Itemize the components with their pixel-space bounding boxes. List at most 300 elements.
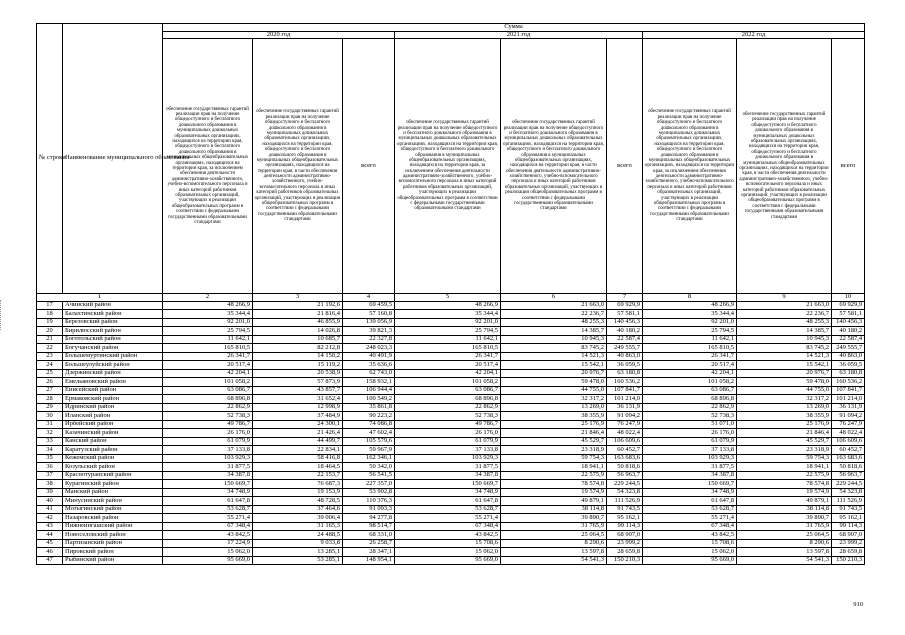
value-cell: 20 517,4	[643, 361, 737, 370]
row-number: 32	[37, 429, 63, 438]
table-row	[37, 463, 865, 472]
column-number: 8	[643, 294, 737, 302]
value-cell: 44 755,0	[737, 386, 832, 395]
value-cell: 34 748,9	[163, 488, 253, 497]
value-cell: 59 967,9	[343, 446, 395, 455]
value-cell: 229 244,5	[832, 480, 865, 489]
row-number: 25	[37, 369, 63, 378]
value-cell: 53 628,7	[395, 505, 501, 514]
row-number: 26	[37, 378, 63, 387]
value-cell: 61 647,8	[163, 497, 253, 506]
value-cell: 59 754,3	[501, 454, 607, 463]
value-cell: 95 669,0	[163, 556, 253, 565]
value-cell: 53 902,8	[343, 488, 395, 497]
value-cell: 23 318,9	[737, 446, 832, 455]
row-number: 29	[37, 403, 63, 412]
value-cell: 55 271,4	[163, 514, 253, 523]
district-name: Мотыгинский район	[63, 505, 163, 514]
value-cell: 111 526,9	[607, 497, 643, 506]
value-cell: 74 086,8	[343, 420, 395, 429]
value-cell: 13 597,8	[737, 548, 832, 557]
value-cell: 91 743,5	[607, 505, 643, 514]
district-name: Бирилюсский район	[63, 327, 163, 336]
row-number: 21	[37, 335, 63, 344]
value-cell: 15 062,0	[163, 548, 253, 557]
value-cell: 58 416,8	[253, 454, 343, 463]
district-name: Енисейский район	[63, 386, 163, 395]
value-cell: 94 277,8	[343, 514, 395, 523]
value-cell: 36 131,9	[607, 403, 643, 412]
value-cell: 20 976,7	[501, 369, 607, 378]
district-name: Рыбинский район	[63, 556, 163, 565]
value-cell: 21 816,4	[253, 310, 343, 319]
value-cell: 20 517,4	[163, 361, 253, 370]
value-cell: 52 738,3	[643, 412, 737, 421]
value-cell: 21 663,0	[737, 301, 832, 310]
value-cell: 91 743,5	[832, 505, 865, 514]
row-number: 42	[37, 514, 63, 523]
sum-header: Сумма	[163, 24, 865, 32]
value-cell: 106 944,4	[343, 386, 395, 395]
table-row	[37, 437, 865, 446]
value-cell: 78 574,8	[737, 480, 832, 489]
value-cell: 140 456,3	[607, 318, 643, 327]
row-number: 28	[37, 395, 63, 404]
value-cell: 163 683,6	[607, 454, 643, 463]
value-cell: 63 180,8	[832, 369, 865, 378]
value-cell: 11 642,1	[395, 335, 501, 344]
value-cell: 18 941,1	[501, 463, 607, 472]
column-number: 6	[501, 294, 607, 302]
value-cell: 17 224,9	[163, 539, 253, 548]
value-cell: 63 086,7	[395, 386, 501, 395]
district-name: Партизанский район	[63, 539, 163, 548]
value-cell: 48 255,3	[501, 318, 607, 327]
value-cell: 14 026,8	[253, 327, 343, 336]
value-cell: 165 810,5	[163, 344, 253, 353]
value-cell: 69 929,9	[607, 301, 643, 310]
value-cell: 91 094,2	[607, 412, 643, 421]
value-cell: 36 059,5	[832, 361, 865, 370]
value-cell: 95 669,0	[395, 556, 501, 565]
value-cell: 21 846,4	[501, 429, 607, 438]
value-cell: 25 064,5	[737, 531, 832, 540]
district-name: Манский район	[63, 488, 163, 497]
value-cell: 8 290,6	[737, 539, 832, 548]
value-cell: 40 491,9	[343, 352, 395, 361]
value-cell: 103 929,3	[395, 454, 501, 463]
row-number: 33	[37, 437, 63, 446]
value-cell: 23 999,2	[832, 539, 865, 548]
value-cell: 43 842,5	[163, 531, 253, 540]
row-number: 34	[37, 446, 63, 455]
value-cell: 101 214,0	[607, 395, 643, 404]
district-name: Курагинский район	[63, 480, 163, 489]
value-cell: 53 628,7	[643, 505, 737, 514]
table-row	[37, 429, 865, 438]
value-cell: 95 162,1	[832, 514, 865, 523]
value-cell: 14 521,3	[737, 352, 832, 361]
value-cell: 26 258,7	[343, 539, 395, 548]
row-number: 35	[37, 454, 63, 463]
value-cell: 150 669,7	[643, 480, 737, 489]
value-cell: 163 683,6	[832, 454, 865, 463]
value-cell: 11 642,1	[643, 335, 737, 344]
value-cell: 48 022,4	[832, 429, 865, 438]
table-row	[37, 361, 865, 370]
page-number: 910	[853, 601, 863, 608]
value-cell: 20 538,9	[253, 369, 343, 378]
value-cell: 34 387,8	[643, 471, 737, 480]
table-row	[37, 480, 865, 489]
value-cell: 14 385,7	[501, 327, 607, 336]
value-cell: 91 094,2	[832, 412, 865, 421]
value-cell: 61 079,9	[643, 437, 737, 446]
table-row	[37, 335, 865, 344]
table-row	[37, 369, 865, 378]
value-cell: 68 896,8	[395, 395, 501, 404]
value-cell: 31 652,4	[253, 395, 343, 404]
value-cell: 22 575,9	[501, 471, 607, 480]
value-cell: 165 810,5	[643, 344, 737, 353]
value-cell: 67 348,4	[163, 522, 253, 531]
row-number: 31	[37, 420, 63, 429]
value-cell: 18 941,1	[737, 463, 832, 472]
table-row	[37, 488, 865, 497]
value-cell: 22 587,4	[832, 335, 865, 344]
column-number: 10	[832, 294, 865, 302]
value-cell: 67 348,4	[395, 522, 501, 531]
value-cell: 26 176,0	[395, 429, 501, 438]
value-cell: 23 318,9	[501, 446, 607, 455]
value-cell: 25 794,5	[163, 327, 253, 336]
table-row	[37, 420, 865, 429]
value-cell: 19 574,9	[501, 488, 607, 497]
value-cell: 54 541,3	[501, 556, 607, 565]
value-cell: 107 841,7	[832, 386, 865, 395]
value-cell: 9 033,8	[253, 539, 343, 548]
value-cell: 23 999,2	[607, 539, 643, 548]
value-cell: 49 879,1	[501, 497, 607, 506]
value-cell: 32 317,2	[501, 395, 607, 404]
value-cell: 99 114,3	[832, 522, 865, 531]
value-cell: 10 945,3	[501, 335, 607, 344]
value-cell: 15 542,1	[737, 361, 832, 370]
column-number: 9	[737, 294, 832, 302]
value-cell: 36 131,9	[832, 403, 865, 412]
value-cell: 95 669,0	[643, 556, 737, 565]
value-cell: 22 834,1	[253, 446, 343, 455]
value-cell: 48 022,4	[607, 429, 643, 438]
value-cell: 35 344,4	[643, 310, 737, 319]
value-cell: 37 484,9	[253, 412, 343, 421]
table-row	[37, 522, 865, 531]
table-row	[37, 505, 865, 514]
table-row	[37, 412, 865, 421]
value-cell: 21 192,6	[253, 301, 343, 310]
district-name: Ермаковский район	[63, 395, 163, 404]
value-cell: 32 317,2	[737, 395, 832, 404]
value-cell: 34 387,8	[395, 471, 501, 480]
district-name: Козульский район	[63, 463, 163, 472]
value-cell: 15 708,6	[643, 539, 737, 548]
value-cell: 15 119,2	[253, 361, 343, 370]
value-cell: 14 150,2	[253, 352, 343, 361]
value-cell: 59 478,0	[501, 378, 607, 387]
value-cell: 22 327,8	[343, 335, 395, 344]
district-name: Казачинский район	[63, 429, 163, 438]
table-row	[37, 301, 865, 310]
value-cell: 69 459,5	[343, 301, 395, 310]
desc-b-2021: обеспечение государственных гарантий реализации прав на получение общедоступного и бесплатного дошкольного образования в муниципальных дошкольных образовательных организациях, находящихся на территории края, общедоступного и бесплатного дошкольного образования в муниципальных общеобразовательных организациях, находящихся на территории края, в части обеспечения деятельности административно-хозяйственного, учебно-вспомогательного персонала и иных категорий работников образовательных организаций, участвующих в реализации общеобразовательных программ в соответствии с федеральными государственными образовательными стандартами	[501, 39, 607, 294]
value-cell: 56 963,7	[607, 471, 643, 480]
value-cell: 31 877,5	[643, 463, 737, 472]
district-name: Канский район	[63, 437, 163, 446]
value-cell: 150 210,3	[607, 556, 643, 565]
value-cell: 49 879,1	[737, 497, 832, 506]
value-cell: 25 064,5	[501, 531, 607, 540]
district-name: Пировский район	[63, 548, 163, 557]
value-cell: 61 647,8	[395, 497, 501, 506]
value-cell: 229 244,5	[607, 480, 643, 489]
table-row	[37, 395, 865, 404]
value-cell: 59 478,0	[737, 378, 832, 387]
value-cell: 55 271,4	[395, 514, 501, 523]
table-row	[37, 378, 865, 387]
table-row	[37, 539, 865, 548]
value-cell: 48 728,5	[253, 497, 343, 506]
value-cell: 37 133,8	[643, 446, 737, 455]
table-row	[37, 548, 865, 557]
value-cell: 99 114,3	[607, 522, 643, 531]
value-cell: 62 743,0	[343, 369, 395, 378]
value-cell: 48 266,9	[643, 301, 737, 310]
row-number: 23	[37, 352, 63, 361]
value-cell: 13 269,0	[501, 403, 607, 412]
value-cell: 26 341,7	[643, 352, 737, 361]
row-number: 46	[37, 548, 63, 557]
row-number: 17	[37, 301, 63, 310]
value-cell: 38 355,9	[501, 412, 607, 421]
value-cell: 83 745,2	[501, 344, 607, 353]
row-number: 45	[37, 539, 63, 548]
row-number: 44	[37, 531, 63, 540]
district-name: Каратузский район	[63, 446, 163, 455]
table-row	[37, 531, 865, 540]
value-cell: 15 062,0	[643, 548, 737, 557]
value-cell: 22 862,9	[643, 403, 737, 412]
value-cell: 46 855,9	[253, 318, 343, 327]
value-cell: 101 058,2	[643, 378, 737, 387]
value-cell: 57 160,8	[343, 310, 395, 319]
value-cell: 35 636,6	[343, 361, 395, 370]
value-cell: 22 862,9	[395, 403, 501, 412]
table-row	[37, 514, 865, 523]
district-name: Большемуртинский район	[63, 352, 163, 361]
table-row	[37, 471, 865, 480]
district-name: Иланский район	[63, 412, 163, 421]
value-cell: 67 348,4	[643, 522, 737, 531]
value-cell: 54 541,3	[737, 556, 832, 565]
district-name: Краснотуранский район	[63, 471, 163, 480]
value-cell: 37 133,8	[395, 446, 501, 455]
value-cell: 35 861,8	[343, 403, 395, 412]
district-name: Новоселовский район	[63, 531, 163, 540]
value-cell: 91 093,3	[343, 505, 395, 514]
table-row	[37, 386, 865, 395]
value-cell: 39 890,7	[501, 514, 607, 523]
value-cell: 24 300,1	[253, 420, 343, 429]
row-number: 37	[37, 471, 63, 480]
row-number: 47	[37, 556, 63, 565]
row-number: 36	[37, 463, 63, 472]
district-name: Боготольский район	[63, 335, 163, 344]
value-cell: 53 285,1	[253, 556, 343, 565]
value-cell: 92 201,0	[643, 318, 737, 327]
value-cell: 42 204,1	[395, 369, 501, 378]
value-cell: 103 929,3	[163, 454, 253, 463]
row-number: 24	[37, 361, 63, 370]
total-2022-header: всего	[832, 39, 865, 294]
year-2022-header: 2022 год	[643, 31, 865, 39]
value-cell: 22 862,9	[163, 403, 253, 412]
value-cell: 50 818,6	[832, 463, 865, 472]
district-name: Идринский район	[63, 403, 163, 412]
district-name: Нижнеингашский район	[63, 522, 163, 531]
value-cell: 28 659,8	[607, 548, 643, 557]
value-cell: 50 818,6	[607, 463, 643, 472]
value-cell: 160 536,2	[607, 378, 643, 387]
value-cell: 44 499,7	[253, 437, 343, 446]
value-cell: 110 376,3	[343, 497, 395, 506]
value-cell: 34 387,8	[163, 471, 253, 480]
district-name: Минусинский район	[63, 497, 163, 506]
value-cell: 76 247,9	[607, 420, 643, 429]
table-row	[37, 344, 865, 353]
value-cell: 14 521,3	[501, 352, 607, 361]
value-cell: 68 907,0	[607, 531, 643, 540]
column-number: 2	[163, 294, 253, 302]
value-cell: 227 357,0	[343, 480, 395, 489]
value-cell: 61 647,8	[643, 497, 737, 506]
value-cell: 31 765,9	[737, 522, 832, 531]
value-cell: 60 452,7	[832, 446, 865, 455]
table-row	[37, 454, 865, 463]
value-cell: 54 323,8	[832, 488, 865, 497]
value-cell: 100 549,2	[343, 395, 395, 404]
value-cell: 61 079,9	[395, 437, 501, 446]
district-name: Ирбейский район	[63, 420, 163, 429]
value-cell: 150 669,7	[395, 480, 501, 489]
value-cell: 28 347,1	[343, 548, 395, 557]
desc-b-2022: обеспечение государственных гарантий реализации прав на получение общедоступного и бесплатного дошкольного образования в муниципальных дошкольных образовательных организациях, находящихся на территории края, общедоступного и бесплатного дошкольного образования в муниципальных общеобразовательных организациях, находящихся на территории края, в части обеспечения деятельности административно-хозяйственного, учебно-вспомогательного персонала и иных категорий работников образовательных организаций, участвующих в реализации общеобразовательных программ в соответствии с федеральными государственными образовательными стандартами	[737, 39, 832, 294]
value-cell: 249 555,7	[832, 344, 865, 353]
district-name: Балахтинский район	[63, 310, 163, 319]
value-cell: 45 529,7	[501, 437, 607, 446]
value-cell: 34 748,9	[643, 488, 737, 497]
value-cell: 98 514,7	[343, 522, 395, 531]
value-cell: 60 452,7	[607, 446, 643, 455]
value-cell: 106 609,6	[607, 437, 643, 446]
value-cell: 12 998,9	[253, 403, 343, 412]
table-row	[37, 310, 865, 319]
value-cell: 35 344,4	[395, 310, 501, 319]
value-cell: 51 071,0	[643, 420, 737, 429]
value-cell: 57 581,1	[832, 310, 865, 319]
value-cell: 22 575,9	[737, 471, 832, 480]
value-cell: 22 153,7	[253, 471, 343, 480]
table-row	[37, 352, 865, 361]
district-name: Ачинский район	[63, 301, 163, 310]
value-cell: 61 079,9	[163, 437, 253, 446]
value-cell: 26 176,0	[163, 429, 253, 438]
desc-b-2020: обеспечение государственных гарантий реализации прав на получение общедоступного и бесплатного дошкольного образования в муниципальных дошкольных образовательных организациях, находящихся на территории края, общедоступного и бесплатного дошкольного образования в муниципальных общеобразовательных организациях, находящихся на территории края, в части обеспечения деятельности административно-хозяйственного, учебно-вспомогательного персонала и иных категорий работников образовательных организаций, участвующих в реализации общеобразовательных программ в соответствии с федеральными государственными образовательными стандартами	[253, 39, 343, 294]
column-number: 5	[395, 294, 501, 302]
value-cell: 63 086,7	[163, 386, 253, 395]
total-2021-header: всего	[607, 39, 643, 294]
row-number: 40	[37, 497, 63, 506]
table-row	[37, 556, 865, 565]
value-cell: 26 341,7	[395, 352, 501, 361]
value-cell: 68 896,8	[163, 395, 253, 404]
value-cell: 38 114,8	[737, 505, 832, 514]
value-cell: 107 841,7	[607, 386, 643, 395]
value-cell: 35 344,4	[163, 310, 253, 319]
value-cell: 48 266,9	[395, 301, 501, 310]
value-cell: 10 685,7	[253, 335, 343, 344]
value-cell: 24 488,5	[253, 531, 343, 540]
desc-a-2020: обеспечение государственных гарантий реализации прав на получение общедоступного и бесплатного дошкольного образования в муниципальных дошкольных образовательных организациях, находящихся на территории края, общедоступного и бесплатного дошкольного образования в муниципальных общеобразовательных организациях, находящихся на территории края, за исключением обеспечения деятельности административно-хозяйственного, учебно-вспомогательного персонала и иных категорий работников образовательных организаций, участвующих в реализации общеобразовательных программ в соответствии с федеральными государственными образовательными стандартами	[163, 39, 253, 294]
value-cell: 101 058,2	[163, 378, 253, 387]
value-cell: 43 842,5	[643, 531, 737, 540]
value-cell: 92 201,0	[163, 318, 253, 327]
value-cell: 28 659,8	[832, 548, 865, 557]
table-row	[37, 403, 865, 412]
desc-a-2022: обеспечение государственных гарантий реализации прав на получение общедоступного и бесплатного дошкольного образования в муниципальных дошкольных образовательных организациях, находящихся на территории края, общедоступного и бесплатного дошкольного образования в муниципальных общеобразовательных организациях, находящихся на территории края, за исключением обеспечения деятельности административно-хозяйственного, учебно-вспомогательного персонала и иных категорий работников образовательных организаций, участвующих в реализации общеобразовательных программ в соответствии с федеральными государственными образовательными стандартами	[643, 39, 737, 294]
row-number: 30	[37, 412, 63, 421]
value-cell: 101 058,2	[395, 378, 501, 387]
value-cell: 56 541,5	[343, 471, 395, 480]
desc-a-2021: обеспечение государственных гарантий реализации прав на получение общедоступного и бесплатного дошкольного образования в муниципальных дошкольных образовательных организациях, находящихся на территории края, общедоступного и бесплатного дошкольного образования в муниципальных общеобразовательных организациях, находящихся на территории края, за исключением обеспечения деятельности административно-хозяйственного, учебно-вспомогательного персонала и иных категорий работников образовательных организаций, участвующих в реализации общеобразовательных программ в соответствии с федеральными государственными образовательными стандартами	[395, 39, 501, 294]
value-cell: 21 846,4	[737, 429, 832, 438]
value-cell: 13 597,8	[501, 548, 607, 557]
value-cell: 95 162,1	[607, 514, 643, 523]
value-cell: 38 114,8	[501, 505, 607, 514]
value-cell: 13 285,1	[253, 548, 343, 557]
value-cell: 69 929,9	[832, 301, 865, 310]
value-cell: 57 581,1	[607, 310, 643, 319]
row-number: 27	[37, 386, 63, 395]
district-name: Кежемский район	[63, 454, 163, 463]
year-2021-header: 2021 год	[395, 31, 643, 39]
district-name: Емельяновский район	[63, 378, 163, 387]
municipality-header: Наименование муниципального образования	[63, 24, 163, 294]
value-cell: 105 579,6	[343, 437, 395, 446]
row-number: 20	[37, 327, 63, 336]
value-cell: 48 255,3	[737, 318, 832, 327]
value-cell: 25 176,9	[501, 420, 607, 429]
value-cell: 25 176,9	[737, 420, 832, 429]
value-cell: 39 890,7	[737, 514, 832, 523]
value-cell: 48 266,9	[163, 301, 253, 310]
value-cell: 57 873,9	[253, 378, 343, 387]
value-cell: 52 738,3	[395, 412, 501, 421]
value-cell: 76 247,9	[832, 420, 865, 429]
value-cell: 26 341,7	[163, 352, 253, 361]
budget-table	[36, 23, 865, 565]
value-cell: 31 765,9	[501, 522, 607, 531]
value-cell: 40 863,0	[832, 352, 865, 361]
